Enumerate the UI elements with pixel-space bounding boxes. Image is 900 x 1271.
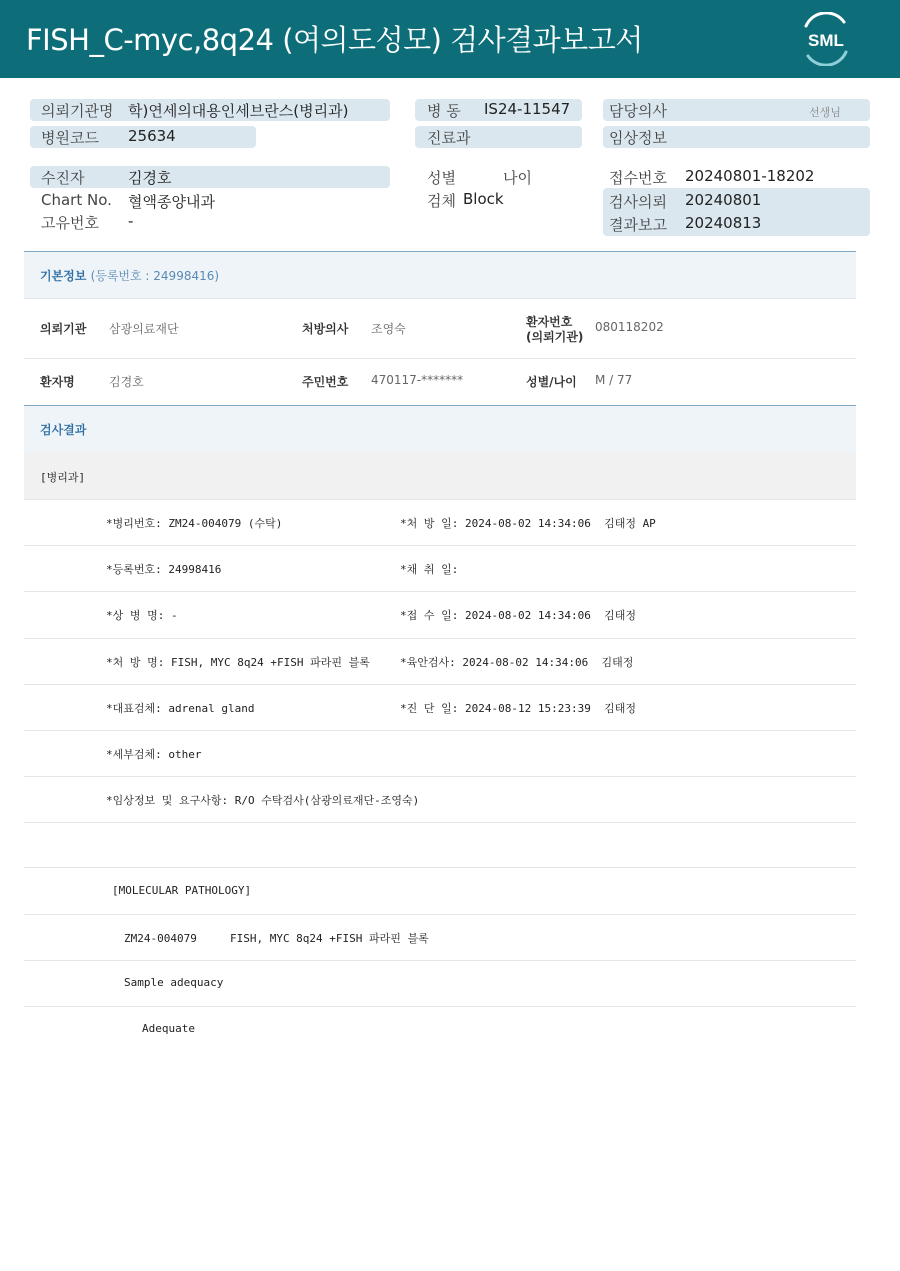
unique-label: 고유번호 (41, 214, 99, 232)
adequacy-label: Sample adequacy (124, 976, 224, 989)
unique-value: - (128, 212, 134, 230)
result-row-left: *임상정보 및 요구사항: R/O 수탁검사(삼광의료재단-조영숙) (106, 794, 420, 807)
ordering-org-value: 학)연세의대용인세브란스(병리과) (128, 102, 349, 120)
divider (24, 358, 856, 359)
name-value: 김경호 (109, 375, 144, 389)
test-line: ZM24-004079 FISH, MYC 8q24 +FISH 파라핀 블록 (124, 932, 429, 945)
prescriber-label: 처방의사 (302, 322, 349, 336)
dept-label: [병리과] (40, 471, 86, 484)
chart-label: Chart No. (41, 191, 112, 209)
hospital-code-label: 병원코드 (41, 129, 99, 147)
report-title: FISH_C-myc,8q24 (여의도성모) 검사결과보고서 (26, 23, 643, 57)
specimen-label: 검체 (427, 192, 456, 210)
receipt-value: 20240801-18202 (685, 167, 815, 185)
doctor-label: 담당의사 (609, 102, 667, 120)
sml-logo (796, 12, 856, 66)
pt-no-label-2: (의뢰기관) (526, 330, 584, 344)
adequacy-value: Adequate (142, 1022, 195, 1035)
hospital-code-value: 25634 (128, 127, 176, 145)
prescriber-value: 조영숙 (371, 322, 406, 336)
dept-band (24, 452, 856, 499)
result-row-left: *병리번호: ZM24-004079 (수탁) (106, 517, 283, 530)
sex-label: 성별 (427, 169, 456, 187)
result-row-left: *대표검체: adrenal gland (106, 702, 255, 715)
patient-value: 김경호 (128, 169, 172, 187)
pt-no-label-1: 환자번호 (526, 315, 573, 329)
doctor-suffix: 선생님 (809, 106, 841, 119)
dept-label: 진료과 (427, 129, 471, 147)
report-value: 20240813 (685, 214, 762, 232)
report-label: 결과보고 (609, 216, 667, 234)
request-label: 검사의뢰 (609, 193, 667, 211)
result-row-right: *채 취 일: (400, 563, 459, 576)
age-label: 나이 (503, 169, 532, 187)
divider (24, 822, 856, 823)
divider (24, 776, 856, 777)
ssn-value: 470117-******* (371, 373, 464, 387)
basic-info-reg-no: (등록번호 : 24998416) (90, 269, 220, 283)
ward-value: IS24-11547 (484, 100, 571, 118)
result-row-left: *등록번호: 24998416 (106, 563, 222, 576)
receipt-label: 접수번호 (609, 169, 667, 187)
results-section (24, 405, 856, 452)
ward-label: 병 동 (427, 102, 461, 120)
divider (24, 545, 856, 546)
result-row-left: *처 방 명: FISH, MYC 8q24 +FISH 파라핀 블록 (106, 656, 370, 669)
org-label: 의뢰기관 (40, 322, 87, 336)
result-row-right: *진 단 일: 2024-08-12 15:23:39 김태정 (400, 702, 636, 715)
clinical-label: 임상정보 (609, 129, 667, 147)
results-title: 검사결과 (40, 423, 87, 437)
result-row-right: *육안검사: 2024-08-02 14:34:06 김태정 (400, 656, 634, 669)
molecular-header: [MOLECULAR PATHOLOGY] (112, 884, 252, 897)
logo-text: SML (808, 31, 844, 50)
result-row-right: *처 방 일: 2024-08-02 14:34:06 김태정 AP (400, 517, 656, 530)
pt-no-value: 080118202 (595, 320, 664, 334)
request-value: 20240801 (685, 191, 762, 209)
result-row-right: *접 수 일: 2024-08-02 14:34:06 김태정 (400, 609, 636, 622)
name-label: 환자명 (40, 375, 75, 389)
chart-value: 혈액종양내과 (128, 193, 215, 211)
result-row-left: *상 병 명: - (106, 609, 178, 622)
divider (24, 591, 856, 592)
basic-info-title-text: 기본정보 (40, 269, 87, 283)
divider (24, 914, 856, 915)
org-value: 삼광의료재단 (109, 322, 179, 336)
divider (24, 867, 856, 868)
ordering-org-label: 의뢰기관명 (41, 102, 114, 120)
result-row-left: *세부검체: other (106, 748, 202, 761)
divider (24, 638, 856, 639)
divider (24, 298, 856, 299)
report-header-bar (0, 0, 900, 78)
divider (24, 960, 856, 961)
divider (24, 1006, 856, 1007)
specimen-value: Block (463, 190, 504, 208)
basic-info-title (40, 267, 219, 284)
divider (24, 730, 856, 731)
sexage-label: 성별/나이 (526, 375, 577, 389)
divider (24, 499, 856, 500)
ssn-label: 주민번호 (302, 375, 349, 389)
divider (24, 684, 856, 685)
sexage-value: M / 77 (595, 373, 633, 387)
patient-label: 수진자 (41, 169, 85, 187)
